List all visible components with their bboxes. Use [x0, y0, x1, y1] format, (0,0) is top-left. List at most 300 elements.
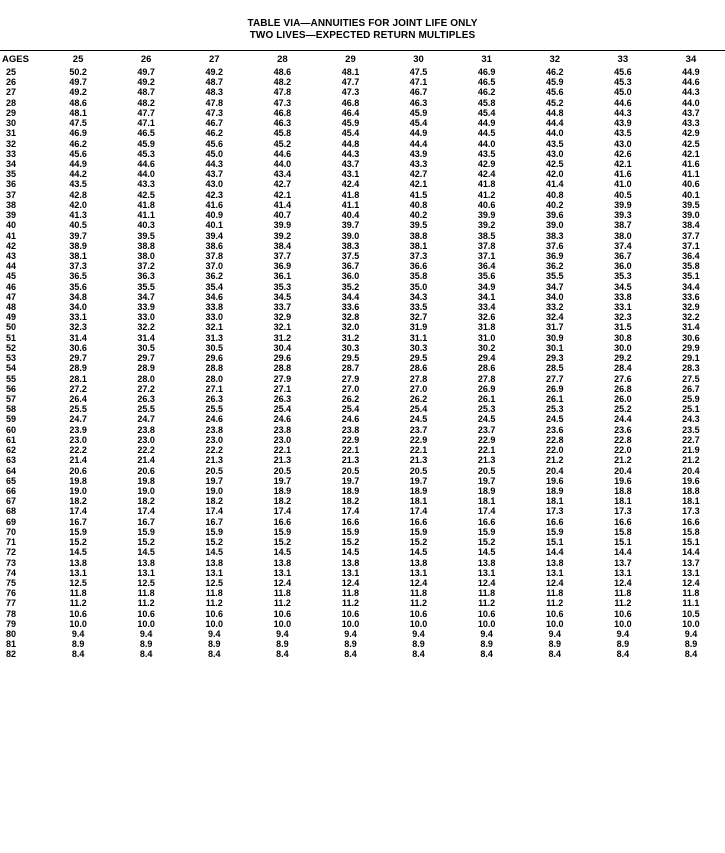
multiple-value: 38.7: [614, 220, 632, 231]
multiple-value: 36.4: [682, 250, 700, 261]
multiple-value: 40.6: [477, 199, 496, 210]
multiple-value: 27.9: [273, 373, 292, 384]
multiple-value: 27.8: [477, 373, 496, 384]
row-age-label: 71: [6, 537, 17, 548]
table-row: [0, 639, 725, 649]
title-line-2: TWO LIVES—EXPECTED RETURN MULTIPLES: [249, 30, 476, 41]
multiple-value: 46.2: [205, 128, 224, 139]
multiple-value: 21.2: [545, 455, 564, 466]
multiple-value: 11.2: [614, 598, 632, 609]
multiple-value: 21.3: [409, 455, 428, 466]
multiple-value: 18.2: [205, 496, 224, 507]
multiple-value: 8.4: [71, 649, 85, 660]
multiple-value: 43.5: [477, 148, 496, 159]
multiple-value: 42.4: [341, 179, 360, 190]
multiple-value: 10.6: [614, 608, 632, 619]
row-age-label: 41: [6, 230, 17, 241]
multiple-value: 23.7: [409, 424, 428, 435]
multiple-value: 10.0: [205, 618, 224, 629]
multiple-value: 14.5: [409, 547, 428, 558]
column-header-age-25: 25: [72, 53, 84, 65]
multiple-value: 8.4: [548, 649, 561, 660]
multiple-value: 27.0: [409, 383, 428, 394]
table-row: [0, 139, 725, 149]
multiple-value: 16.7: [205, 516, 224, 527]
multiple-value: 44.5: [477, 128, 496, 139]
multiple-value: 15.1: [545, 537, 564, 548]
column-header-age-30: 30: [413, 53, 424, 65]
multiple-value: 18.2: [341, 496, 360, 507]
multiple-value: 10.0: [477, 618, 496, 629]
multiple-value: 43.5: [614, 128, 632, 139]
multiple-value: 14.4: [545, 547, 564, 558]
multiple-value: 33.6: [682, 291, 700, 302]
row-age-label: 65: [6, 475, 17, 486]
multiple-value: 45.2: [545, 97, 564, 108]
multiple-value: 39.0: [545, 220, 564, 231]
multiple-value: 13.1: [477, 567, 496, 578]
multiple-value: 11.8: [69, 588, 87, 599]
multiple-value: 41.4: [273, 199, 292, 210]
multiple-value: 39.0: [682, 210, 700, 221]
multiple-value: 45.3: [614, 77, 632, 88]
multiple-value: 32.9: [682, 302, 700, 313]
multiple-value: 30.3: [409, 342, 428, 353]
multiple-value: 11.8: [341, 588, 359, 599]
multiple-value: 8.4: [139, 649, 153, 660]
multiple-value: 33.7: [273, 302, 292, 313]
multiple-value: 23.0: [205, 434, 224, 445]
multiple-value: 17.4: [409, 506, 428, 517]
multiple-value: 33.1: [614, 302, 632, 313]
multiple-value: 11.1: [682, 598, 700, 609]
multiple-value: 25.1: [682, 404, 700, 415]
row-age-label: 77: [6, 598, 17, 609]
multiple-value: 15.9: [69, 526, 87, 537]
multiple-value: 39.9: [614, 199, 632, 210]
multiple-value: 10.0: [341, 618, 360, 629]
multiple-value: 16.6: [682, 516, 700, 527]
multiple-value: 46.7: [409, 87, 428, 98]
multiple-value: 10.0: [273, 618, 292, 629]
multiple-value: 24.4: [614, 414, 632, 425]
multiple-value: 17.4: [273, 506, 292, 517]
table-row: [0, 190, 725, 200]
multiple-value: 23.0: [137, 434, 155, 445]
multiple-value: 15.9: [273, 526, 292, 537]
multiple-value: 25.4: [273, 404, 292, 415]
multiple-value: 27.2: [69, 383, 87, 394]
multiple-value: 34.9: [477, 281, 496, 292]
row-age-label: 45: [6, 271, 17, 282]
multiple-value: 40.2: [409, 210, 428, 221]
row-age-label: 66: [6, 485, 17, 496]
row-age-label: 30: [6, 118, 17, 129]
row-age-label: 50: [6, 322, 17, 333]
multiple-value: 42.4: [477, 169, 496, 180]
multiple-value: 27.7: [545, 373, 564, 384]
multiple-value: 47.3: [273, 97, 292, 108]
multiple-value: 43.4: [273, 169, 292, 180]
multiple-value: 28.5: [545, 363, 564, 374]
row-age-label: 72: [6, 547, 17, 558]
multiple-value: 45.9: [545, 77, 564, 88]
multiple-value: 44.0: [137, 169, 155, 180]
multiple-value: 10.6: [69, 608, 87, 619]
table-row: [0, 322, 725, 332]
multiple-value: 35.6: [69, 281, 87, 292]
multiple-value: 41.1: [682, 169, 700, 180]
table-row: [0, 455, 725, 465]
multiple-value: 39.7: [341, 220, 360, 231]
multiple-value: 33.1: [69, 312, 87, 323]
multiple-value: 46.4: [341, 107, 360, 118]
multiple-value: 26.3: [137, 394, 155, 404]
multiple-value: 18.1: [477, 496, 496, 507]
row-age-label: 53: [6, 353, 17, 364]
multiple-value: 38.4: [682, 220, 700, 231]
multiple-value: 23.8: [137, 424, 155, 435]
multiple-value: 17.3: [682, 506, 700, 517]
multiple-value: 27.5: [682, 373, 700, 384]
multiple-value: 44.9: [477, 118, 496, 129]
multiple-value: 45.2: [273, 138, 292, 149]
multiple-value: 30.1: [545, 342, 564, 353]
multiple-value: 16.7: [137, 516, 155, 527]
multiple-value: 28.6: [477, 363, 496, 374]
row-age-label: 37: [6, 189, 17, 200]
table-row: [0, 517, 725, 527]
multiple-value: 26.3: [273, 394, 292, 404]
multiple-value: 46.3: [273, 118, 292, 129]
multiple-value: 13.8: [69, 557, 87, 568]
multiple-value: 40.7: [273, 210, 292, 221]
multiple-value: 28.3: [682, 363, 700, 374]
multiple-value: 42.0: [69, 199, 87, 210]
multiple-value: 15.2: [341, 537, 360, 548]
multiple-value: 39.3: [614, 210, 632, 221]
multiple-value: 44.9: [69, 158, 87, 169]
column-header-age-26: 26: [140, 53, 152, 65]
multiple-value: 8.9: [208, 639, 221, 650]
multiple-value: 39.0: [341, 230, 360, 241]
multiple-value: 19.0: [137, 485, 155, 496]
multiple-value: 17.4: [205, 506, 224, 517]
table-row: [0, 598, 725, 608]
multiple-value: 17.3: [545, 506, 564, 517]
multiple-value: 42.0: [545, 169, 564, 180]
multiple-value: 10.6: [341, 608, 360, 619]
multiple-value: 44.9: [682, 67, 700, 77]
multiple-value: 30.6: [682, 332, 700, 343]
multiple-value: 29.5: [341, 353, 360, 364]
multiple-value: 36.9: [273, 261, 292, 272]
row-age-label: 48: [6, 302, 17, 313]
multiple-value: 43.0: [545, 148, 564, 159]
multiple-value: 10.0: [682, 618, 700, 629]
multiple-value: 19.8: [137, 475, 155, 486]
multiple-value: 27.2: [137, 383, 155, 394]
table-row: [0, 312, 725, 322]
multiple-value: 9.4: [480, 629, 493, 640]
multiple-value: 45.6: [545, 87, 564, 98]
multiple-value: 44.0: [545, 128, 564, 139]
multiple-value: 15.1: [614, 537, 632, 548]
table-row: [0, 169, 725, 179]
table-row: [0, 149, 725, 159]
multiple-value: 12.5: [137, 577, 155, 588]
row-age-label: 34: [6, 158, 17, 169]
multiple-value: 31.2: [273, 332, 292, 343]
multiple-value: 34.1: [477, 291, 496, 302]
multiple-value: 44.3: [614, 107, 632, 118]
multiple-value: 20.6: [69, 465, 87, 476]
multiple-value: 33.5: [409, 302, 428, 313]
row-age-label: 67: [6, 496, 17, 507]
multiple-value: 42.1: [614, 158, 632, 169]
multiple-value: 26.1: [545, 394, 564, 404]
multiple-value: 37.8: [477, 240, 496, 251]
multiple-value: 33.6: [341, 302, 360, 313]
multiple-value: 42.5: [545, 158, 564, 169]
multiple-value: 49.2: [205, 67, 224, 77]
multiple-value: 21.4: [137, 455, 155, 466]
table-row: [0, 251, 725, 261]
multiple-value: 14.5: [341, 547, 360, 558]
multiple-value: 26.8: [614, 383, 632, 394]
multiple-value: 46.8: [273, 107, 292, 118]
row-age-label: 75: [6, 577, 17, 588]
multiple-value: 36.3: [137, 271, 155, 282]
multiple-value: 14.5: [137, 547, 155, 558]
table-row: [0, 496, 725, 506]
multiple-value: 43.3: [409, 158, 428, 169]
table-row: [0, 363, 725, 373]
multiple-value: 19.7: [273, 475, 292, 486]
row-age-label: 57: [6, 394, 17, 404]
multiple-value: 21.2: [682, 455, 700, 466]
table-header-row: [0, 51, 725, 67]
multiple-value: 13.8: [477, 557, 496, 568]
multiple-value: 28.0: [205, 373, 224, 384]
multiple-value: 17.4: [137, 506, 155, 517]
multiple-value: 38.4: [273, 240, 292, 251]
multiple-value: 46.9: [69, 128, 87, 139]
multiple-value: 18.8: [614, 485, 632, 496]
multiple-value: 45.4: [409, 118, 428, 129]
multiple-value: 42.5: [682, 138, 700, 149]
multiple-value: 37.2: [137, 261, 155, 272]
multiple-value: 31.0: [477, 332, 496, 343]
multiple-value: 8.4: [276, 649, 289, 660]
column-header-age-27: 27: [208, 53, 220, 65]
multiple-value: 41.4: [545, 179, 564, 190]
multiple-value: 45.6: [205, 138, 224, 149]
multiple-value: 45.6: [614, 67, 632, 77]
multiple-value: 41.8: [341, 189, 360, 200]
multiple-value: 44.0: [682, 97, 700, 108]
multiple-value: 44.8: [341, 138, 360, 149]
multiple-value: 14.4: [614, 547, 632, 558]
multiple-value: 47.3: [205, 107, 224, 118]
multiple-value: 16.6: [614, 516, 632, 527]
multiple-value: 38.0: [614, 230, 632, 241]
table-row: [0, 588, 725, 598]
row-age-label: 39: [6, 210, 17, 221]
multiple-value: 11.8: [205, 588, 223, 599]
multiple-value: 29.4: [477, 353, 496, 364]
multiple-value: 42.1: [409, 179, 428, 190]
multiple-value: 41.1: [341, 199, 360, 210]
multiple-value: 47.8: [205, 97, 224, 108]
multiple-value: 28.4: [614, 363, 632, 374]
multiple-value: 33.4: [477, 302, 496, 313]
table-row: [0, 374, 725, 384]
multiple-value: 29.1: [682, 353, 700, 364]
multiple-value: 43.3: [682, 118, 700, 129]
multiple-value: 22.0: [545, 445, 564, 456]
row-age-label: 55: [6, 373, 17, 384]
multiple-value: 31.5: [614, 322, 632, 333]
multiple-value: 8.9: [616, 639, 630, 650]
multiple-value: 24.6: [205, 414, 224, 425]
multiple-value: 14.5: [273, 547, 292, 558]
multiple-value: 43.7: [341, 158, 360, 169]
column-header-ages: AGES: [2, 53, 29, 65]
multiple-value: 24.5: [409, 414, 428, 425]
multiple-value: 28.0: [137, 373, 155, 384]
table-row: [0, 282, 725, 292]
multiple-value: 23.6: [614, 424, 632, 435]
table-row: [0, 333, 725, 343]
row-age-label: 49: [6, 312, 17, 323]
multiple-value: 44.0: [477, 138, 496, 149]
multiple-value: 8.9: [480, 639, 493, 650]
row-age-label: 29: [6, 107, 17, 118]
multiple-value: 13.8: [137, 557, 155, 568]
multiple-value: 41.8: [477, 179, 496, 190]
multiple-value: 50.2: [69, 67, 87, 77]
multiple-value: 30.3: [341, 342, 360, 353]
multiple-value: 15.9: [477, 526, 496, 537]
multiple-value: 8.9: [548, 639, 561, 650]
table-row: [0, 179, 725, 189]
multiple-value: 11.8: [478, 588, 496, 599]
multiple-value: 31.8: [477, 322, 496, 333]
row-age-label: 32: [6, 138, 17, 149]
multiple-value: 41.3: [69, 210, 87, 221]
multiple-value: 34.0: [69, 302, 87, 313]
multiple-value: 22.1: [477, 445, 496, 456]
table-row: [0, 128, 725, 138]
row-age-label: 70: [6, 526, 17, 537]
multiple-value: 29.6: [273, 353, 292, 364]
column-header-age-29: 29: [345, 53, 356, 65]
multiple-value: 22.9: [341, 434, 360, 445]
row-age-label: 51: [6, 332, 17, 343]
multiple-value: 26.1: [477, 394, 496, 404]
multiple-value: 22.9: [409, 434, 428, 445]
column-header-age-34: 34: [685, 53, 697, 65]
row-age-label: 59: [6, 414, 17, 425]
multiple-value: 31.7: [545, 322, 564, 333]
multiple-value: 25.3: [545, 404, 564, 415]
table-row: [0, 77, 725, 87]
multiple-value: 29.9: [682, 342, 700, 353]
multiple-value: 44.8: [545, 107, 564, 118]
multiple-value: 36.7: [341, 261, 360, 272]
multiple-value: 34.3: [409, 291, 428, 302]
multiple-value: 13.1: [205, 567, 224, 578]
multiple-value: 13.1: [545, 567, 564, 578]
multiple-value: 34.4: [682, 281, 700, 292]
multiple-value: 47.5: [409, 67, 428, 77]
table-row: [0, 649, 725, 659]
multiple-value: 18.1: [614, 496, 632, 507]
multiple-value: 35.3: [273, 281, 292, 292]
multiple-value: 37.8: [205, 250, 224, 261]
multiple-value: 42.5: [137, 189, 155, 200]
table-row: [0, 261, 725, 271]
table-row: [0, 547, 725, 557]
multiple-value: 12.4: [273, 577, 292, 588]
multiple-value: 35.4: [205, 281, 224, 292]
multiple-value: 22.2: [137, 445, 155, 456]
multiple-value: 11.8: [273, 588, 291, 599]
multiple-value: 31.2: [341, 332, 360, 343]
multiple-value: 46.7: [205, 118, 224, 129]
multiple-value: 40.1: [205, 220, 224, 231]
multiple-value: 46.2: [477, 87, 496, 98]
table-row: [0, 118, 725, 128]
multiple-value: 24.7: [137, 414, 155, 425]
multiple-value: 8.4: [208, 649, 221, 660]
multiple-value: 23.8: [273, 424, 292, 435]
multiple-value: 30.4: [273, 342, 292, 353]
multiple-value: 26.0: [614, 394, 632, 404]
multiple-value: 20.5: [205, 465, 224, 476]
multiple-value: 36.0: [341, 271, 360, 282]
multiple-value: 34.0: [545, 291, 564, 302]
multiple-value: 10.6: [477, 608, 496, 619]
row-age-label: 27: [6, 87, 17, 98]
multiple-value: 32.1: [273, 322, 292, 333]
multiple-value: 41.8: [137, 199, 155, 210]
multiple-value: 10.6: [545, 608, 564, 619]
table-row: [0, 619, 725, 629]
multiple-value: 36.1: [273, 271, 292, 282]
multiple-value: 15.9: [409, 526, 428, 537]
multiple-value: 18.9: [273, 485, 292, 496]
multiple-value: 24.5: [545, 414, 564, 425]
multiple-value: 9.4: [344, 629, 357, 640]
table-row: [0, 506, 725, 516]
multiple-value: 18.2: [137, 496, 155, 507]
multiple-value: 27.6: [614, 373, 632, 384]
multiple-value: 8.9: [344, 639, 357, 650]
multiple-value: 20.4: [545, 465, 564, 476]
multiple-value: 32.6: [477, 312, 496, 323]
multiple-value: 25.9: [682, 394, 700, 404]
multiple-value: 18.9: [545, 485, 564, 496]
multiple-value: 25.2: [614, 404, 632, 415]
multiple-value: 45.9: [341, 118, 360, 129]
multiple-value: 8.9: [71, 639, 85, 650]
row-age-label: 47: [6, 291, 17, 302]
multiple-value: 42.7: [273, 179, 292, 190]
multiple-value: 44.6: [273, 148, 292, 159]
multiple-value: 28.9: [137, 363, 155, 374]
